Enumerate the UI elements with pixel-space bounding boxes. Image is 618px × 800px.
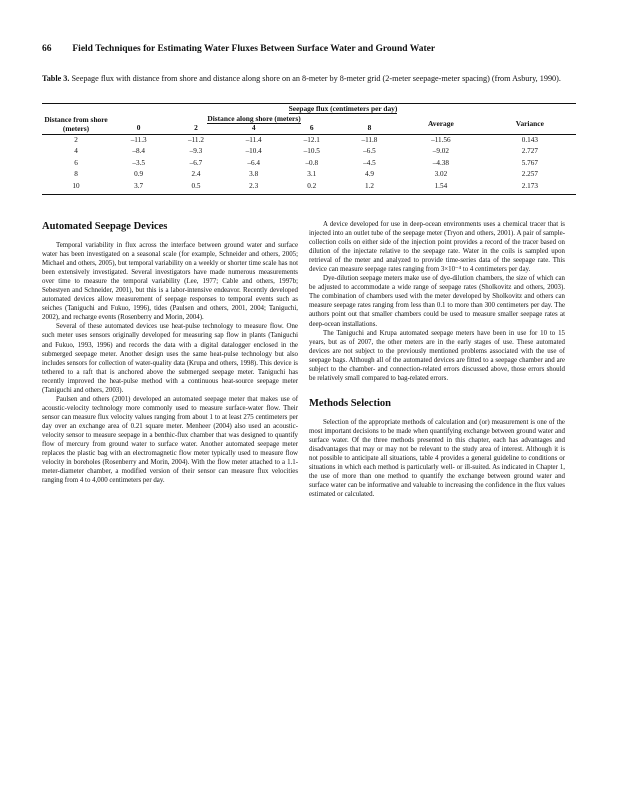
row-distance-cell: 6 xyxy=(74,158,78,167)
body-paragraph: Paulsen and others (2001) developed an automated seepage meter that makes use of acoustic-velocity technology more commonly used to measure surface-water flow. Their sensor can measure flux velocity values ranging from about 1 to at least 275 centimeters per day over an exchange area of 0.21 square meter. Menheer (2004) also used an acoustic-velocity sensor to measure seepage in a benthic-flux chamber that was designed to quantify flow of mercury from ground water to surface water. Another automated seepage meter replaces the plastic bag with an electromagnetic flow meter typically used to measure flow velocity in boreholes (Rosenberry and Morin, 2004). With the flow meter attached to a 1.1-meter-diameter chamber, a modified version of their sensor can measure flux velocities ranging from 4 to 4,000 centimeters per day. xyxy=(42,395,298,485)
column-header-0: 0 xyxy=(110,123,167,134)
table-cell: –10.4 xyxy=(245,147,262,156)
table-cell: –11.3 xyxy=(130,135,147,144)
right-column-paragraphs-top xyxy=(309,220,565,383)
section-heading-automated-seepage-devices: Automated Seepage Devices xyxy=(42,221,168,232)
right-column xyxy=(309,220,565,499)
table-caption xyxy=(42,73,574,84)
seepage-flux-table xyxy=(42,103,576,195)
table-cell: –0.8 xyxy=(305,158,319,167)
group-header-seepage-flux: Seepage flux (centimeters per day) xyxy=(110,104,576,114)
body-paragraph: Several of these automated devices use heat-pulse technology to measure flow. One such meter uses sensors originally developed for measuring sap flow in plants (Taniguchi and Fukuo, 1993, 1996) and records the data with a digital datalogger enclosed in the submerged seepage meter. Another design uses the same heat-pulse technology but also includes sensors for collection of water-quality data (Krupa and others, 1998). This device is tethered to a raft that is anchored above the submerged seepage meter. Taniguchi has recently improved the heat-pulse method with a continuous heat-source seepage meter (Taniguchi and others, 2003). xyxy=(42,323,298,394)
table-cell: 2.173 xyxy=(484,181,576,195)
body-paragraph: Selection of the appropriate methods of calculation and (or) measurement is one of the most important decisions to be made when quantifying exchange between ground water and surface water. Of the three methods presented in this chapter, each has advantages and disadvantages that may or may not be relevant to the study area of interest. Although it is not possible to anticipate all situations, table 4 provides a general guideline to conditions or situations in which each method is particularly well- or ill-suited. As indicated in Chapter 1, the use of more than one method to quantify the exchange between ground water and surface water can be informative and valuable to increasing the confidence in the flux values estimated or calculated. xyxy=(309,418,565,499)
table-cell: –12.1 xyxy=(303,135,320,144)
subgroup-header-distance-along-shore: Distance along shore (meters) xyxy=(207,113,301,123)
table-cell: 3.8 xyxy=(249,170,259,179)
table-cell: –4.38 xyxy=(432,158,449,167)
table-cell: –9.3 xyxy=(189,147,203,156)
body-paragraph: Temporal variability in flux across the interface between ground water and surface water has been investigated on a seasonal scale (for example, Schneider and others, 2005; Michael and others, 2005), but temporal variability on a weekly or shorter time scale has not been extensively investigated. Several investigators have made numerous measurements over time to measure the temporal variability (Lee, 1977; Cable and others, 1997b; Sebestyen and Schneider, 2001), but this is a labor-intensive endeavor. Recently developed automated devices allow measurement of seepage responses to temporal events such as seiches (Taniguchi and Fukuo, 1996), tides (Paulsen and others, 2001, 2004; Taniguchi, 2002), and recharge events (Rosenberry and Morin, 2004). xyxy=(42,242,298,322)
table-row xyxy=(42,158,576,170)
table-cell: 0.5 xyxy=(167,181,224,195)
table-cell: 0.2 xyxy=(283,181,341,195)
body-paragraph: Dye-dilution seepage meters make use of dye-dilution chambers, the size of which can be adjusted to accommodate a wide range of seepage rates (Sholkovitz and others, 2003). The combination of chambers used with the meter developed by Sholkovitz and others can measure seepage rates ranging from less than 0.1 to more than 300 centimeters per day. The authors point out that smaller chambers could be used to measure smaller seepage rates at deep-ocean installations. xyxy=(309,275,565,328)
table-cell: 1.2 xyxy=(341,181,398,195)
running-title: Field Techniques for Estimating Water Fluxes Between Surface Water and Ground Water xyxy=(72,44,436,54)
column-header-4: 4 xyxy=(225,123,283,134)
table-cell: 3.02 xyxy=(434,170,448,179)
table-cell: –6.5 xyxy=(363,147,376,156)
table-cell: 5.767 xyxy=(521,158,538,167)
left-column xyxy=(42,220,298,485)
table-cell: 3.7 xyxy=(110,181,167,195)
table-cell: –11.2 xyxy=(188,135,204,144)
table-cell: 2.257 xyxy=(521,170,538,179)
table-cell: –6.4 xyxy=(247,158,260,167)
table-cell: –6.7 xyxy=(189,158,203,167)
row-distance-cell: 4 xyxy=(74,147,78,156)
table-row xyxy=(42,146,576,158)
average-header: Average xyxy=(398,114,484,135)
table-cell: –10.5 xyxy=(303,147,320,156)
row-header-distance-from-shore: Distance from shore (meters) xyxy=(42,104,110,135)
table-row xyxy=(42,169,576,181)
table-cell: –8.4 xyxy=(132,147,145,156)
table-cell: 0.9 xyxy=(134,170,144,179)
right-column-paragraphs-bottom xyxy=(309,418,565,499)
table-caption-text: Seepage flux with distance from shore and distance along shore on an 8-meter by 8-meter grid (2-meter seepage-meter spacing) (from Asbury, 1990). xyxy=(71,74,561,83)
table-cell: 4.9 xyxy=(364,170,374,179)
table-cell: 2.727 xyxy=(521,147,538,156)
column-header-8: 8 xyxy=(341,123,398,134)
table-cell: –11.4 xyxy=(245,135,262,144)
table-cell: –11.56 xyxy=(431,135,451,144)
table-body xyxy=(42,134,576,195)
row-distance-cell: 2 xyxy=(74,135,78,144)
table-cell: 3.1 xyxy=(307,170,317,179)
table-cell: –11.8 xyxy=(361,135,378,144)
table-cell: 2.4 xyxy=(191,170,201,179)
left-column-paragraphs xyxy=(42,241,298,485)
column-header-6: 6 xyxy=(283,123,341,134)
table-caption-label: Table 3. xyxy=(42,74,70,83)
column-header-2: 2 xyxy=(167,123,224,134)
table-cell: 0.143 xyxy=(521,135,538,144)
row-distance-cell: 8 xyxy=(74,170,78,179)
table-cell: –4.5 xyxy=(363,158,376,167)
section-heading-methods-selection: Methods Selection xyxy=(309,397,391,409)
table-cell: 2.3 xyxy=(225,181,283,195)
table-cell: 1.54 xyxy=(398,181,484,195)
table-cell: –3.5 xyxy=(132,158,145,167)
body-paragraph: A device developed for use in deep-ocean environments uses a chemical tracer that is injected into an outlet tube of the seepage meter (Tryon and others, 2001). A pair of sample-collection coils on either side of the injection point provides a record of the tracer based on dilution of the injectate relative to the seepage rate. Water in the coils is sampled upon retrieval of the meter and analyzed to provide time-series data of the seepage rate. This device can measure seepage rates ranging from 3×10⁻⁴ to 4 centimeters per day. xyxy=(309,221,565,274)
variance-header: Variance xyxy=(484,114,576,135)
body-paragraph: The Taniguchi and Krupa automated seepage meters have been in use for 10 to 15 years, but as of 2007, the other meters are in the early stages of use. These automated devices are not subject to the previously mentioned problems associated with the use of seepage bags. Although all of the automated devices are fitted to a seepage chamber and are subject to the chamber- and connection-related errors discussed above, those errors should be relatively small compared to bag-related errors. xyxy=(309,329,565,382)
table-row xyxy=(42,181,576,195)
page-number: 66 xyxy=(42,44,52,54)
table-row xyxy=(42,134,576,146)
running-header xyxy=(42,44,435,54)
table-cell: –9.02 xyxy=(432,147,449,156)
row-distance-cell: 10 xyxy=(42,181,110,195)
